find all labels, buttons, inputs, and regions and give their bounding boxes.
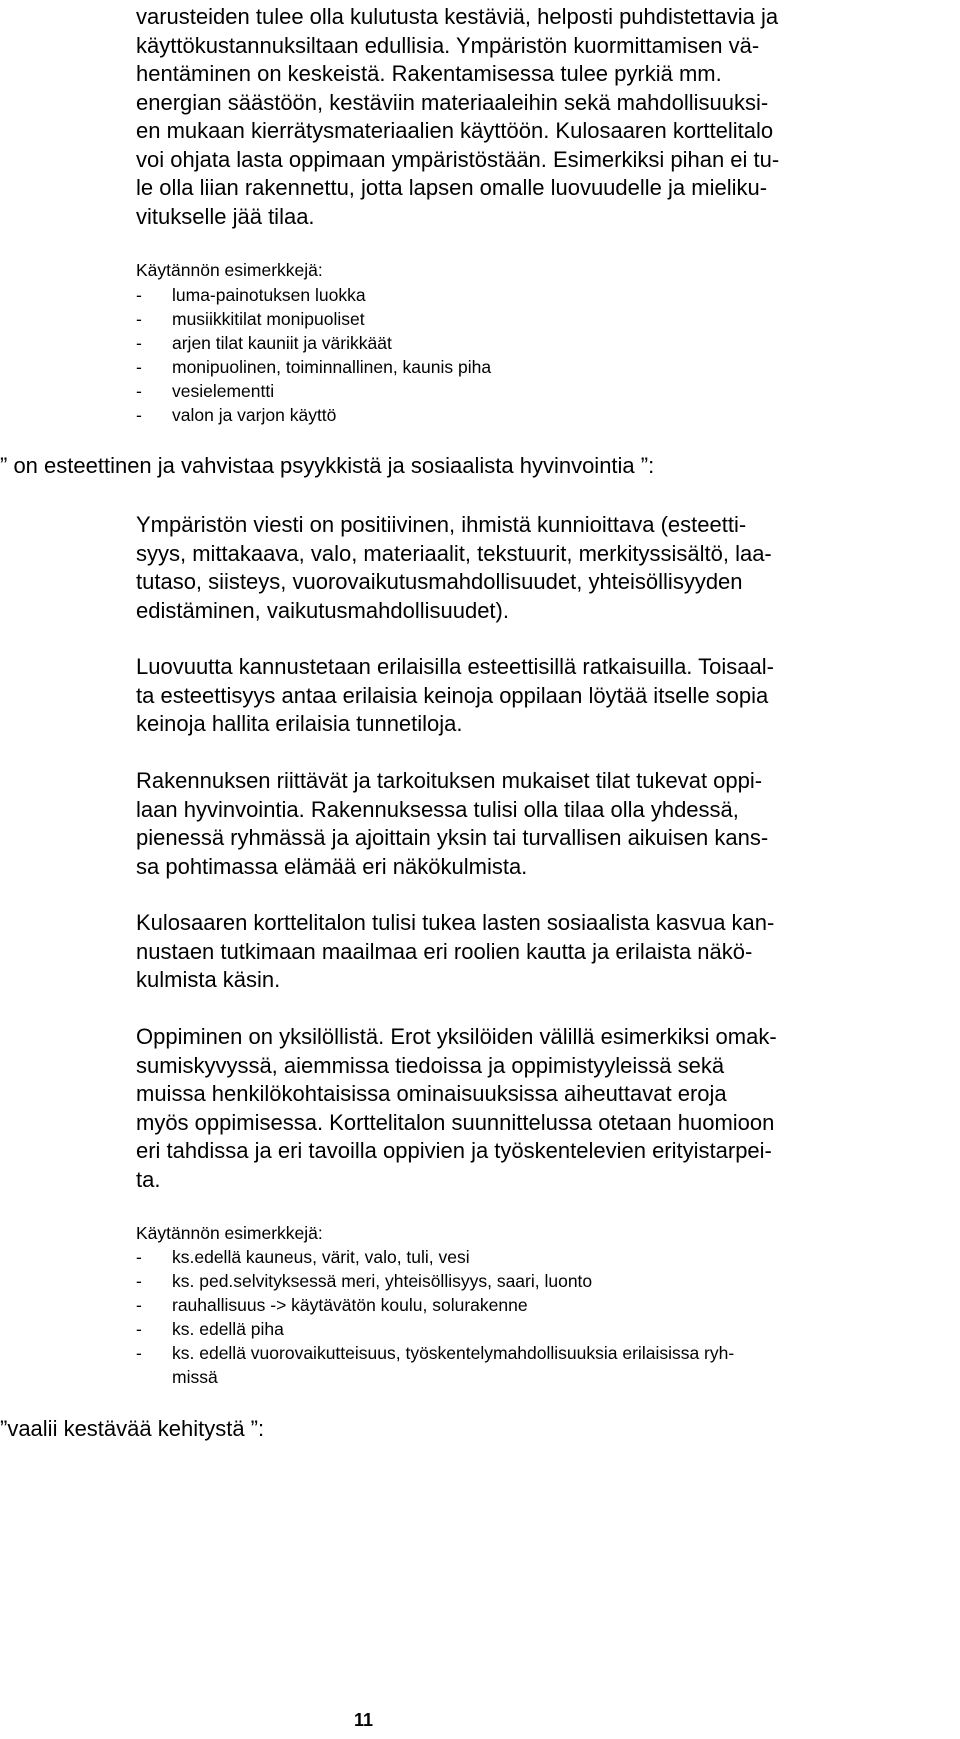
text-line: keinoja hallita erilaisia tunnetiloja. — [136, 711, 463, 736]
text-line: nustaen tutkimaan maailmaa eri roolien kautta ja erilaista näkö- — [136, 939, 753, 964]
text-line: voi ohjata lasta oppimaan ympäristöstään. Esimerkiksi pihan ei tu- — [136, 147, 780, 172]
text-line: Oppiminen on yksilöllistä. Erot yksilöiden välillä esimerkiksi omak- — [136, 1024, 777, 1049]
list-marker: - — [136, 1295, 142, 1315]
list-item: arjen tilat kauniit ja värikkäät — [172, 333, 392, 353]
text-line: le olla liian rakennettu, jotta lapsen omalle luovuudelle ja mieliku- — [136, 175, 768, 200]
text-line: pienessä ryhmässä ja ajoittain yksin tai turvallisen aikuisen kans- — [136, 825, 769, 850]
text-line: Ympäristön viesti on positiivinen, ihmistä kunnioittava (esteetti- — [136, 512, 747, 537]
text-line: ta esteettisyys antaa erilaisia keinoja oppilaan löytää itselle sopia — [136, 683, 769, 708]
list-item: monipuolinen, toiminnallinen, kaunis piha — [172, 357, 492, 377]
section-heading-1: ” on esteettinen ja vahvistaa psyykkistä ja sosiaalista hyvinvointia ”: — [0, 453, 655, 478]
text-line: laan hyvinvointia. Rakennuksessa tulisi olla tilaa olla yhdessä, — [136, 797, 739, 822]
list-marker: - — [136, 381, 142, 401]
text-line: muissa henkilökohtaisissa ominaisuuksissa aiheuttavat eroja — [136, 1081, 727, 1106]
text-line: edistäminen, vaikutusmahdollisuudet). — [136, 598, 509, 623]
list-marker: - — [136, 1271, 142, 1291]
text-line: energian säästöön, kestäviin materiaaleihin sekä mahdollisuuksi- — [136, 90, 769, 115]
text-line: eri tahdissa ja eri tavoilla oppivien ja työskentelevien erityistarpei- — [136, 1138, 772, 1163]
list-marker: - — [136, 309, 142, 329]
text-line: hentäminen on keskeistä. Rakentamisessa tulee pyrkiä mm. — [136, 61, 722, 86]
list-marker: - — [136, 1247, 142, 1267]
list-marker: - — [136, 1343, 142, 1363]
list-item: rauhallisuus -> käytävätön koulu, solurakenne — [172, 1295, 528, 1315]
text-line: vitukselle jää tilaa. — [136, 204, 315, 229]
list-marker: - — [136, 357, 142, 377]
section-heading-2: ”vaalii kestävää kehitystä ”: — [0, 1416, 265, 1441]
list-marker: - — [136, 1319, 142, 1339]
list-item: luma-painotuksen luokka — [172, 285, 366, 305]
examples-title: Käytännön esimerkkejä: — [136, 260, 323, 280]
text-line: käyttökustannuksiltaan edullisia. Ympäristön kuormittamisen vä- — [136, 33, 760, 58]
text-line: en mukaan kierrätysmateriaalien käyttöön. Kulosaaren korttelitalo — [136, 118, 774, 143]
list-item: ks. edellä piha — [172, 1319, 284, 1339]
text-line: tutaso, siisteys, vuorovaikutusmahdollisuudet, yhteisöllisyyden — [136, 569, 743, 594]
text-line: sa pohtimassa elämää eri näkökulmista. — [136, 854, 528, 879]
text-line: ta. — [136, 1167, 161, 1192]
list-item: musiikkitilat monipuoliset — [172, 309, 365, 329]
list-marker: - — [136, 333, 142, 353]
text-line: varusteiden tulee olla kulutusta kestäviä, helposti puhdistettavia ja — [136, 4, 779, 29]
list-item: ks. edellä vuorovaikutteisuus, työskentelymahdollisuuksia erilaisissa ryh- — [172, 1343, 735, 1363]
text-line: Luovuutta kannustetaan erilaisilla esteettisillä ratkaisuilla. Toisaal- — [136, 654, 774, 679]
text-line: sumiskyvyssä, aiemmissa tiedoissa ja oppimistyyleissä sekä — [136, 1053, 725, 1078]
text-line: Kulosaaren korttelitalon tulisi tukea lasten sosiaalista kasvua kan- — [136, 910, 775, 935]
list-marker: - — [136, 405, 142, 425]
page-number: 11 — [354, 1710, 374, 1730]
list-item: valon ja varjon käyttö — [172, 405, 337, 425]
text-line: Rakennuksen riittävät ja tarkoituksen mukaiset tilat tukevat oppi- — [136, 768, 763, 793]
list-marker: - — [136, 285, 142, 305]
text-line: syys, mittakaava, valo, materiaalit, tekstuurit, merkityssisältö, laa- — [136, 541, 772, 566]
text-line: myös oppimisessa. Korttelitalon suunnittelussa otetaan huomioon — [136, 1110, 775, 1135]
list-item: ks. ped.selvityksessä meri, yhteisöllisyys, saari, luonto — [172, 1271, 593, 1291]
list-item: vesielementti — [172, 381, 275, 401]
text-line: kulmista käsin. — [136, 967, 281, 992]
list-item: ks.edellä kauneus, värit, valo, tuli, vesi — [172, 1247, 470, 1267]
list-item-continuation: missä — [172, 1367, 218, 1387]
examples-title: Käytännön esimerkkejä: — [136, 1223, 323, 1243]
